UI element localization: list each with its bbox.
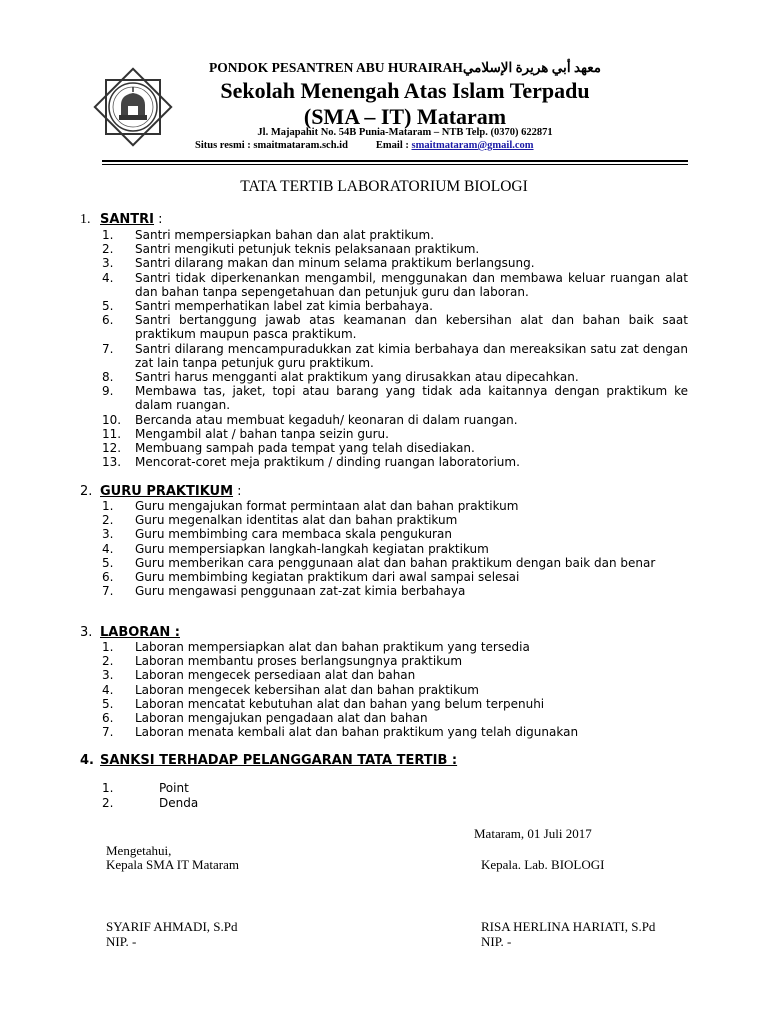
list-item <box>102 570 688 584</box>
principal-name: SYARIF AHMADI, S.Pd <box>106 919 238 934</box>
section-heading-guru: 2. GURU PRAKTIKUM : <box>80 484 242 499</box>
list-item <box>102 542 688 556</box>
list-item <box>102 342 688 370</box>
acknowledged-label: Mengetahui, <box>106 843 172 858</box>
list-item <box>102 313 688 341</box>
item-text: Laboran menata kembali alat dan bahan praktikum yang telah digunakan <box>135 725 579 740</box>
item-text: Laboran mengecek kebersihan alat dan bahan praktikum <box>135 682 479 697</box>
item-number: 4. <box>102 682 114 697</box>
principal-role: Kepala SMA IT Mataram <box>106 857 239 872</box>
list-item <box>102 413 688 427</box>
list-item <box>102 527 688 541</box>
item-number: 5. <box>102 696 114 711</box>
sanksi-list <box>102 781 198 811</box>
list-item <box>102 499 688 513</box>
item-text: Mengambil alat / bahan tanpa seizin guru. <box>135 426 389 441</box>
list-item <box>102 796 198 811</box>
item-text: Guru membimbing cara membaca skala pengukuran <box>135 527 452 542</box>
header-divider-thick <box>102 160 688 162</box>
list-item <box>102 299 688 313</box>
item-number: 7. <box>102 725 114 740</box>
item-number: 1. <box>102 499 114 513</box>
item-number: 6. <box>102 711 114 726</box>
item-text: Santri harus mengganti alat praktikum yang dirusakkan atau dipecahkan. <box>135 370 579 385</box>
item-number: 9. <box>102 384 114 399</box>
list-item <box>102 271 688 299</box>
item-number: 1. <box>102 640 114 654</box>
item-number: 6. <box>102 570 114 585</box>
website-text: Situs resmi : smaitmataram.sch.id <box>195 140 348 151</box>
principal-nip: NIP. - <box>106 934 137 949</box>
item-text: Guru memberikan cara penggunaan alat dan bahan praktikum dengan baik dan benar <box>135 555 656 570</box>
item-number: 11. <box>102 426 122 441</box>
item-number: 4. <box>102 270 114 285</box>
item-text: Santri bertanggung jawab atas keamanan dan kebersihan alat dan bahan baik saat praktikum maupun pasca praktikum. <box>135 313 688 342</box>
list-item <box>102 256 688 270</box>
list-item <box>102 384 688 412</box>
item-number: 5. <box>102 555 114 570</box>
item-text: Santri tidak diperkenankan mengambil, menggunakan dan membawa keluar ruangan alat dan bahan tanpa sepengetahuan dan petunjuk guru dan laboran. <box>135 270 688 299</box>
school-short-name: (SMA – IT) Mataram <box>303 104 507 129</box>
list-item <box>102 711 688 725</box>
laboran-rules-list <box>102 640 688 739</box>
item-number: 7. <box>102 584 114 599</box>
list-item <box>102 228 688 242</box>
item-number: 4. <box>102 541 114 556</box>
document-title: TATA TERTIB LABORATORIUM BIOLOGI <box>240 178 528 195</box>
item-number: 2. <box>102 654 114 669</box>
item-number: 2. <box>102 242 114 257</box>
item-text: Santri mengikuti petunjuk teknis pelaksanaan praktikum. <box>135 242 480 257</box>
item-text: Point <box>159 781 189 795</box>
item-text: Guru mengajukan format permintaan alat dan bahan praktikum <box>135 499 519 513</box>
item-number: 2. <box>102 796 114 810</box>
list-item <box>102 725 688 739</box>
list-item <box>102 781 198 796</box>
item-text: Laboran mencatat kebutuhan alat dan bahan yang belum terpenuhi <box>135 696 545 711</box>
list-item <box>102 242 688 256</box>
item-number: 6. <box>102 313 114 328</box>
list-item <box>102 455 688 469</box>
email-link[interactable]: smaitmataram@gmail.com <box>411 140 534 151</box>
item-text: Laboran mengecek persediaan alat dan bahan <box>135 668 416 683</box>
item-text: Guru megenalkan identitas alat dan bahan praktikum <box>135 513 458 528</box>
list-item <box>102 668 688 682</box>
section-heading-sanksi: 4. SANKSI TERHADAP PELANGGARAN TATA TERTIB : <box>80 753 458 768</box>
list-item <box>102 584 688 598</box>
item-text: Santri mempersiapkan bahan dan alat praktikum. <box>135 228 435 242</box>
item-text: Santri dilarang makan dan minum selama praktikum berlangsung. <box>135 256 535 271</box>
school-address: Jl. Majapahit No. 54B Punia-Mataram – NTB Telp. (0370) 622871 <box>257 127 553 138</box>
item-number: 10. <box>102 412 122 427</box>
item-number: 2. <box>102 513 114 528</box>
item-text: Denda <box>159 796 199 810</box>
list-item <box>102 640 688 654</box>
item-text: Laboran membantu proses berlangsungnya praktikum <box>135 654 463 669</box>
list-item <box>102 513 688 527</box>
item-number: 12. <box>102 441 122 456</box>
school-crest-icon <box>90 64 176 150</box>
section-heading-laboran: 3. LABORAN : <box>80 625 180 640</box>
list-item <box>102 556 688 570</box>
item-text: Laboran mengajukan pengadaan alat dan bahan <box>135 711 428 726</box>
guru-rules-list <box>102 499 688 598</box>
item-number: 7. <box>102 341 114 356</box>
item-number: 8. <box>102 370 114 385</box>
item-text: Membawa tas, jaket, topi atau barang yang tidak ada kaitannya dengan praktikum ke dalam ruangan. <box>135 384 688 413</box>
lab-head-role: Kepala. Lab. BIOLOGI <box>481 857 605 872</box>
item-text: Membuang sampah pada tempat yang telah disediakan. <box>135 441 475 456</box>
list-item <box>102 441 688 455</box>
list-item <box>102 654 688 668</box>
list-item <box>102 427 688 441</box>
lab-head-nip: NIP. - <box>481 934 512 949</box>
list-item <box>102 697 688 711</box>
item-text: Mencorat-coret meja praktikum / dinding ruangan laboratorium. <box>135 455 520 470</box>
section-heading-santri: 1. SANTRI : <box>80 212 163 227</box>
item-number: 3. <box>102 527 114 542</box>
lab-head-name: RISA HERLINA HARIATI, S.Pd <box>481 919 656 934</box>
school-organization: PONDOK PESANTREN ABU HURAIRAHمعهد أبي هريرة الإسلامي <box>209 60 601 75</box>
item-text: Santri dilarang mencampuradukkan zat kimia berbahaya dan mereaksikan satu zat dengan zat lain tanpa petunjuk guru praktikum. <box>135 341 688 370</box>
item-number: 3. <box>102 668 114 683</box>
school-name: Sekolah Menengah Atas Islam Terpadu <box>220 78 590 103</box>
item-text: Bercanda atau membuat kegaduh/ keonaran di dalam ruangan. <box>135 412 518 427</box>
item-number: 5. <box>102 299 114 314</box>
item-number: 1. <box>102 228 114 242</box>
place-date: Mataram, 01 Juli 2017 <box>474 826 592 841</box>
list-item <box>102 683 688 697</box>
item-text: Laboran mempersiapkan alat dan bahan praktikum yang tersedia <box>135 640 530 654</box>
school-contact <box>195 140 534 151</box>
item-number: 13. <box>102 455 122 470</box>
list-item <box>102 370 688 384</box>
item-text: Guru mengawasi penggunaan zat-zat kimia berbahaya <box>135 584 466 599</box>
item-text: Santri memperhatikan label zat kimia berbahaya. <box>135 299 433 314</box>
item-number: 1. <box>102 781 114 795</box>
header-divider-thin <box>102 164 688 165</box>
email-label: Email : <box>375 140 412 151</box>
santri-rules-list <box>102 228 688 469</box>
item-text: Guru membimbing kegiatan praktikum dari awal sampai selesai <box>135 570 520 585</box>
item-number: 3. <box>102 256 114 271</box>
item-text: Guru mempersiapkan langkah-langkah kegiatan praktikum <box>135 541 489 556</box>
